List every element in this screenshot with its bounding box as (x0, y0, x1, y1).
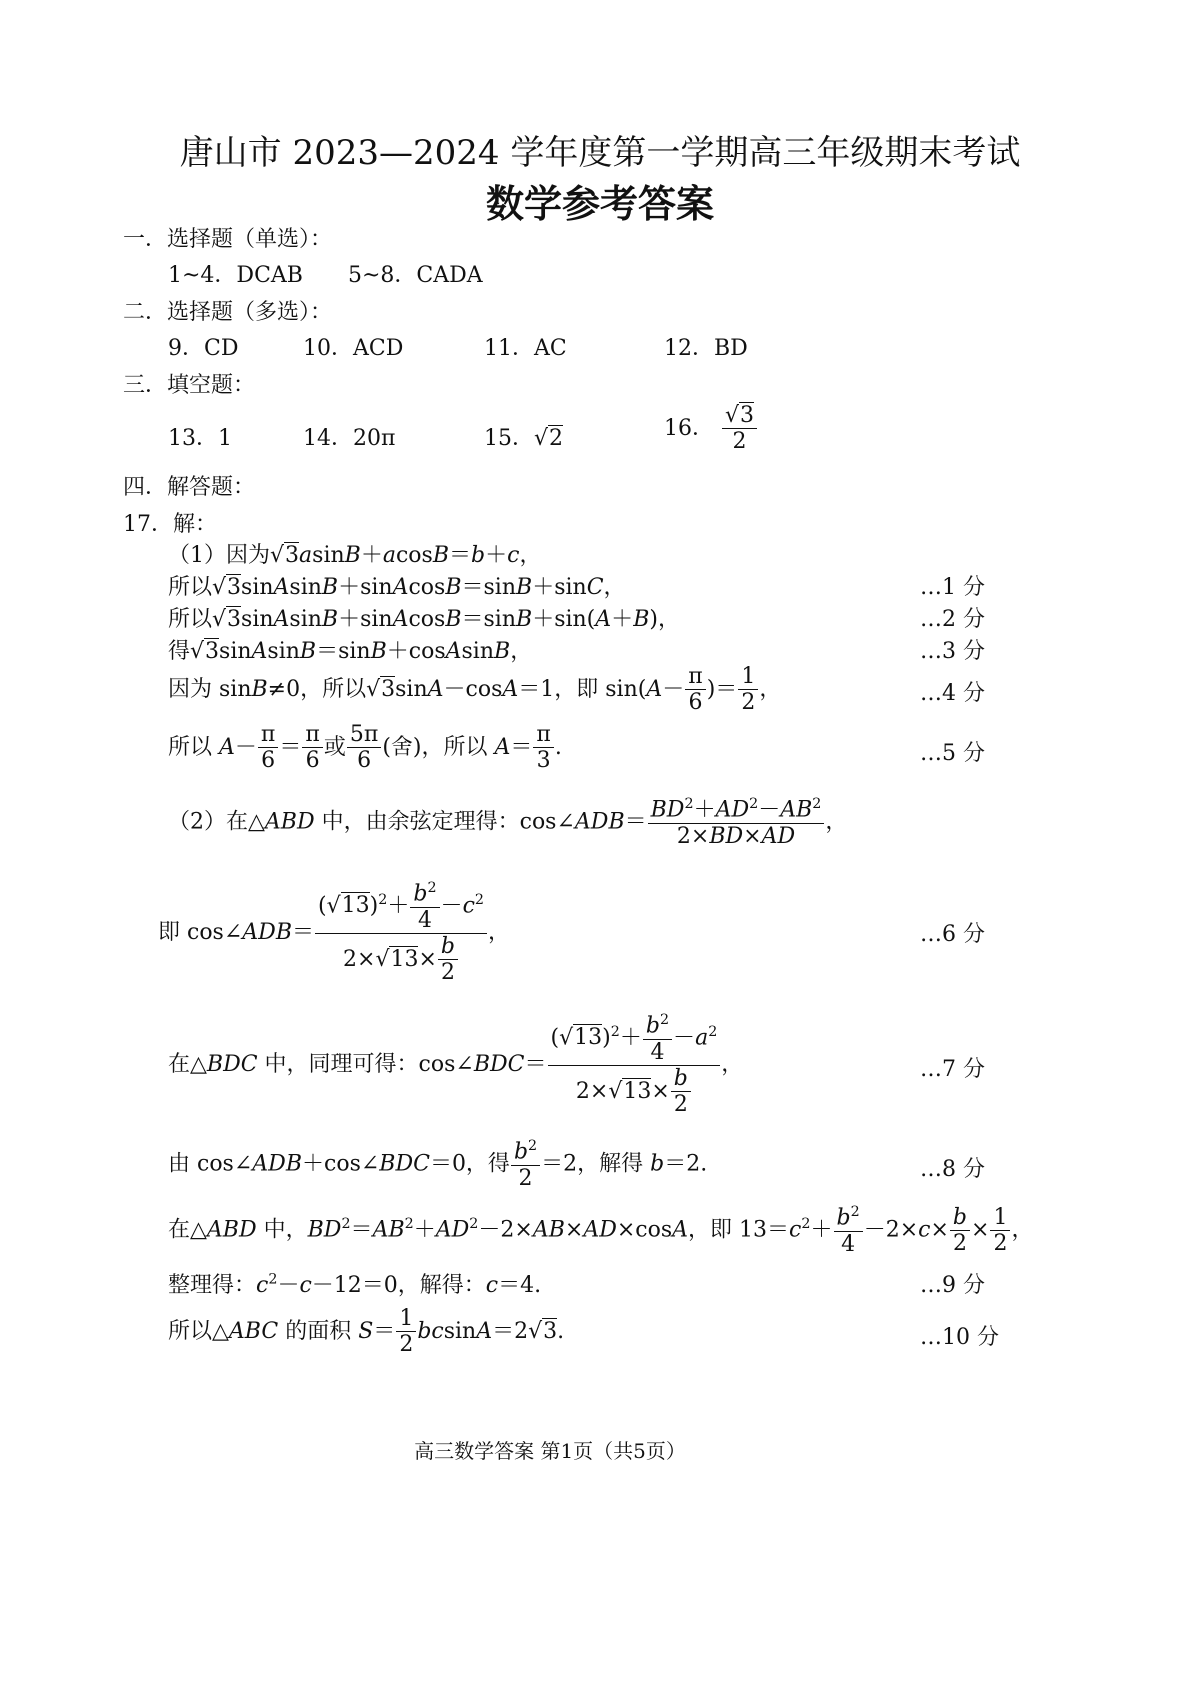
section-heading-multi-choice: 二．选择题（多选）： (123, 300, 333, 325)
step-7: （2）在△ABD 中，由余弦定理得：cos∠ADB＝ $\frac{BD^2+AD^2-AB^2}{2\times BD\times AD}$ ， (168, 796, 848, 849)
score-9: …9 分 (920, 1273, 985, 1298)
problem-17-label: 17．解： (123, 512, 217, 537)
step-9: 在△BDC 中，同理可得：cos∠BDC＝ $(√13)^2+$ $\frac{b^2}{4}$ $-a^2$ 2×√13× $\frac{b}{2}$ ， (168, 1012, 744, 1118)
answer-13: 13．1 (168, 426, 232, 451)
step-3: 所以√3sinAsinB＋sinAcosB＝sinB＋sin(A＋B)， (168, 607, 680, 632)
page-title: 唐山市 2023—2024 学年度第一学期高三年级期末考试 (179, 133, 1021, 173)
page-subtitle: 数学参考答案 (485, 182, 714, 226)
score-4: …4 分 (920, 681, 985, 706)
step-1: （1）因为√3asinB＋acosB＝b＋c， (168, 543, 542, 568)
step-12: 整理得：$c^2-c-12=0$，解得：c＝4. (168, 1271, 542, 1298)
score-8: …8 分 (920, 1157, 985, 1182)
score-5: …5 分 (920, 741, 985, 766)
section-heading-single-choice: 一．选择题（单选）： (123, 227, 333, 252)
score-2: …2 分 (920, 607, 985, 632)
step-8: 即 cos∠ADB＝ $(√13)^2+$ $\frac{b^2}{4}$ $-c^2$ 2×√13× $\frac{b}{2}$ ， (158, 880, 511, 986)
answer-11: 11．AC (484, 336, 567, 361)
answer-1-4: 1~4．DCAB (168, 263, 303, 288)
answer-16: 16． $\frac{√3}{2}$ (664, 403, 758, 455)
score-7: …7 分 (920, 1057, 985, 1082)
step-6: 所以 A－ $\frac{\pi}{6}$ ＝ $\frac{\pi}{6}$ 或 $\frac{5\pi}{6}$ (舍)，所以 A＝ $\frac{\pi}{3}$ . (168, 722, 562, 774)
step-5: 因为 sinB≠0，所以√3sinA－cosA＝1，即 sin(A－ $\frac{\pi}{6}$ )＝ $\frac{1}{2}$ ， (168, 664, 782, 716)
score-1: …1 分 (920, 575, 985, 600)
answer-10: 10．ACD (303, 336, 404, 361)
score-6: …6 分 (920, 922, 985, 947)
step-10: 由 cos∠ADB＋cos∠BDC＝0，得 $\frac{b^2}{2}$ ＝2，解得 b＝2. (168, 1138, 708, 1191)
answer-9: 9．CD (168, 336, 239, 361)
score-3: …3 分 (920, 639, 985, 664)
step-11: 在△ABD 中，$BD^2=AB^2+AD^2-2\times AB\times AD\times\cos A$，即 $13=c^2+$ $\frac{b^2}{4}$ －2×c× $\frac{b}{2}$ × $\frac{1}{2}$ ， (168, 1204, 1034, 1257)
answer-14: 14．20π (303, 426, 396, 451)
section-heading-solutions: 四．解答题： (123, 475, 256, 500)
step-2: 所以√3sinAsinB＋sinAcosB＝sinB＋sinC， (168, 575, 626, 600)
answer-12: 12．BD (664, 336, 748, 361)
page-footer: 高三数学答案 第1页（共5页） (414, 1439, 686, 1463)
answer-15: 15．√2 (484, 426, 564, 451)
section-heading-fill-in: 三．填空题： (123, 373, 256, 398)
score-10: …10 分 (920, 1325, 999, 1350)
step-13: 所以△ABC 的面积 S＝ $\frac{1}{2}$ bcsinA＝2√3. (168, 1306, 565, 1358)
step-4: 得√3sinAsinB＝sinB＋cosAsinB， (168, 639, 533, 664)
answer-5-8: 5~8．CADA (348, 263, 483, 288)
